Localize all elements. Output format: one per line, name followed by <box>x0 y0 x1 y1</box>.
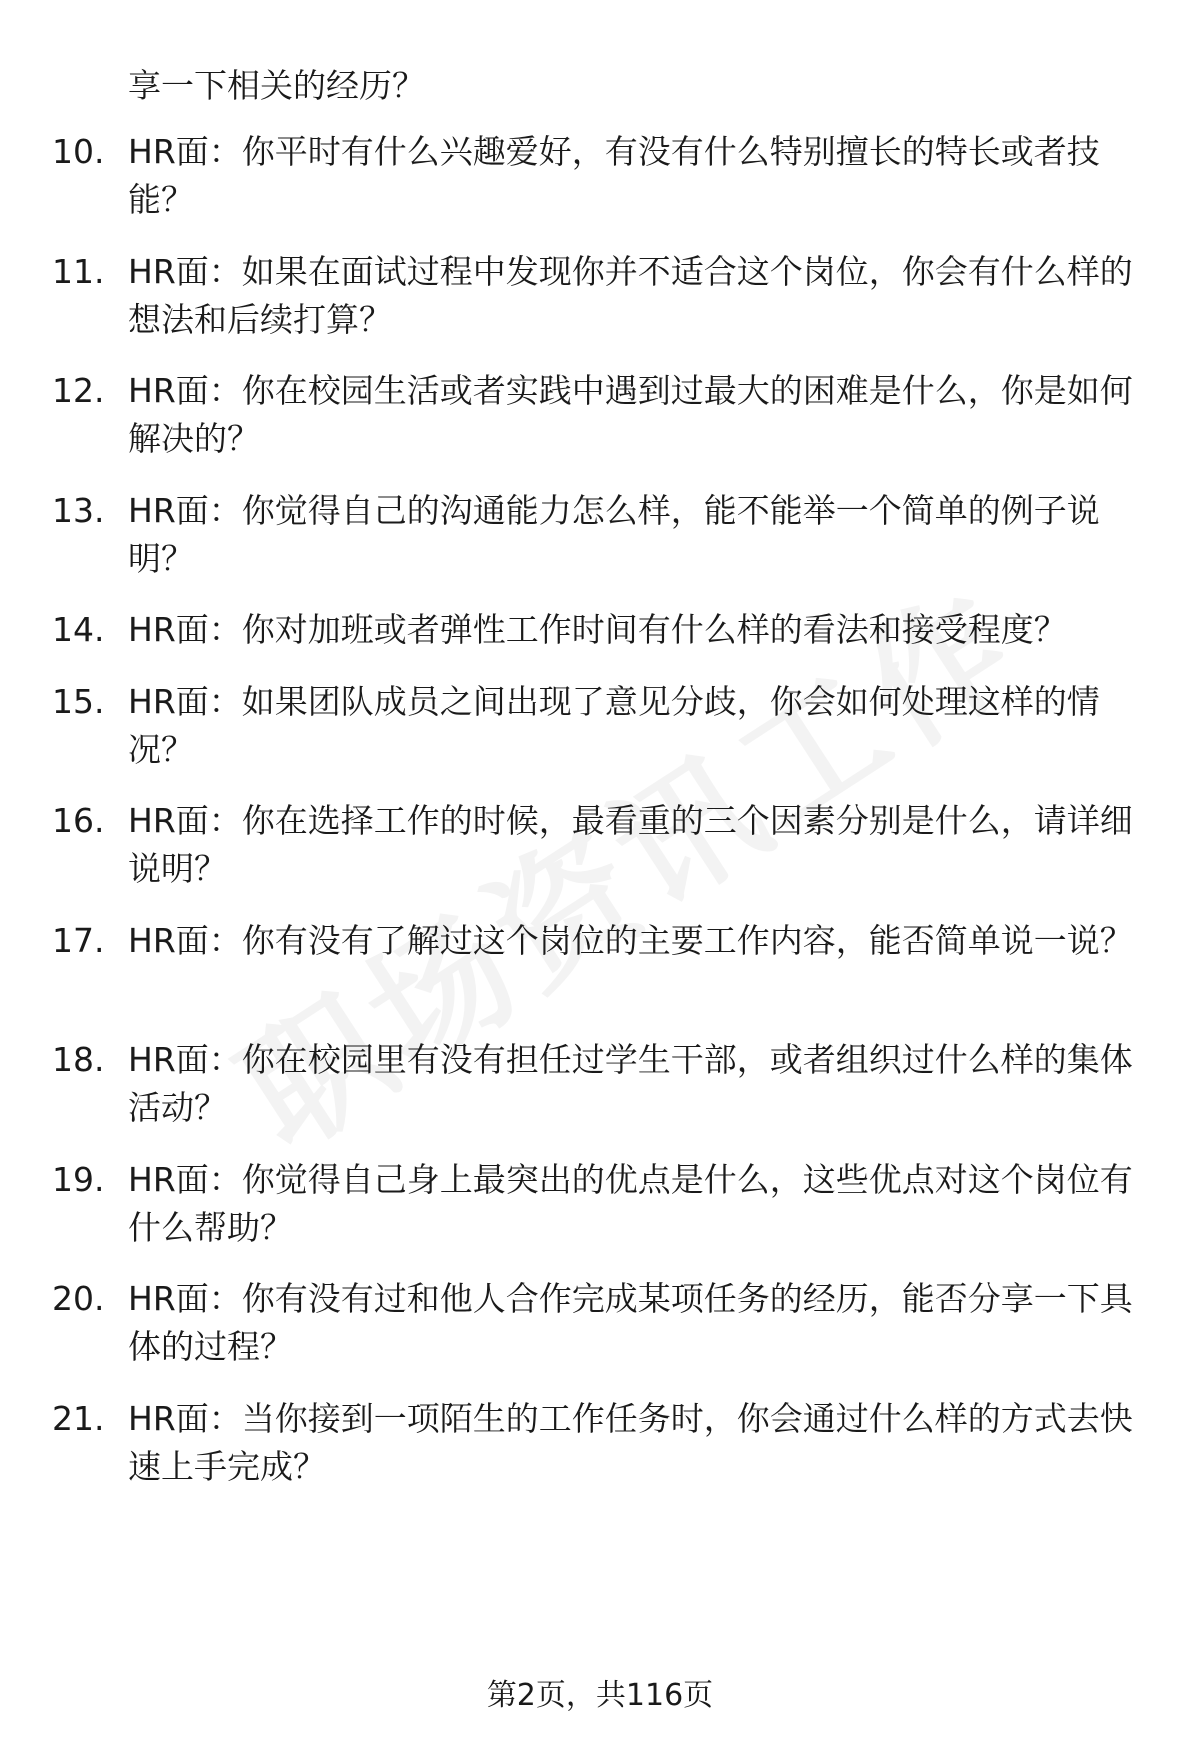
page-number-footer: 第2页，共116页 <box>486 1678 714 1713</box>
item-number: 12. <box>52 371 105 410</box>
item-number: 20. <box>52 1279 105 1318</box>
item-number: 17. <box>52 921 105 960</box>
item-text: HR面：你有没有了解过这个岗位的主要工作内容，能否简单说一说？ <box>128 921 1133 960</box>
item-text: HR面：你有没有过和他人合作完成某项任务的经历，能否分享一下具体的过程？ <box>128 1279 1133 1366</box>
item-text: HR面：当你接到一项陌生的工作任务时，你会通过什么样的方式去快速上手完成？ <box>128 1399 1133 1486</box>
item-number: 16. <box>52 801 105 840</box>
item-number: 10. <box>52 132 105 171</box>
item-text: HR面：你在校园里有没有担任过学生干部，或者组织过什么样的集体活动？ <box>128 1040 1133 1127</box>
item-text: HR面：如果团队成员之间出现了意见分歧，你会如何处理这样的情况？ <box>128 682 1100 769</box>
item-number: 18. <box>52 1040 105 1079</box>
item-text: HR面：你觉得自己身上最突出的优点是什么，这些优点对这个岗位有什么帮助？ <box>128 1160 1133 1247</box>
item-number: 19. <box>52 1160 105 1199</box>
item-number: 15. <box>52 682 105 721</box>
item-text: HR面：你对加班或者弹性工作时间有什么样的看法和接受程度？ <box>128 610 1067 649</box>
item-text: HR面：你平时有什么兴趣爱好，有没有什么特别擅长的特长或者技能？ <box>128 132 1100 219</box>
item-number: 14. <box>52 610 105 649</box>
item-text: HR面：你觉得自己的沟通能力怎么样，能不能举一个简单的例子说明？ <box>128 491 1100 578</box>
item-text: HR面：如果在面试过程中发现你并不适合这个岗位，你会有什么样的想法和后续打算？ <box>128 252 1133 339</box>
item-text: 享一下相关的经历？ <box>128 66 425 105</box>
item-number: 11. <box>52 252 105 291</box>
item-text: HR面：你在校园生活或者实践中遇到过最大的困难是什么，你是如何解决的？ <box>128 371 1133 458</box>
item-number: 21. <box>52 1399 105 1438</box>
item-number: 13. <box>52 491 105 530</box>
item-text: HR面：你在选择工作的时候，最看重的三个因素分别是什么，请详细说明？ <box>128 801 1133 888</box>
